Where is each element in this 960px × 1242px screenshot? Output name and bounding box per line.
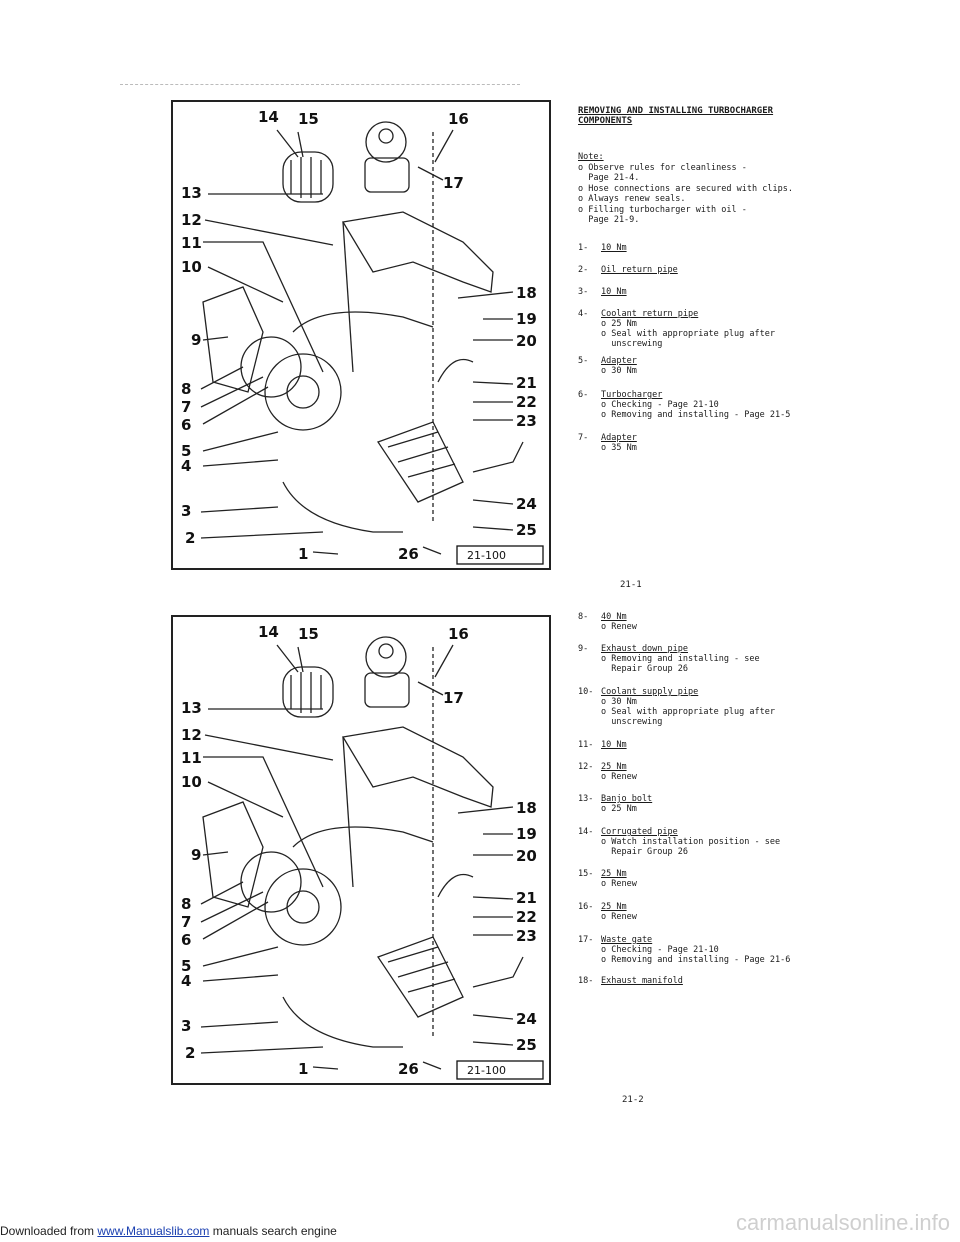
callout-18: 18	[516, 799, 537, 817]
callout-26: 26	[398, 545, 419, 563]
callout-10: 10	[181, 773, 202, 791]
note-line: o Filling turbocharger with oil -	[578, 204, 747, 215]
callout-4: 4	[181, 972, 192, 990]
diagram-drawing	[173, 102, 549, 568]
callout-6: 6	[181, 416, 192, 434]
callout-23: 23	[516, 927, 537, 945]
page1-text-column: REMOVING AND INSTALLING TURBOCHARGER COMPONENTS Note: o Observe rules for cleanliness - Page 21-4. o Hose connections are secured with clips. o Always renew seals. o Filling turbocharger with oil - Page 21-9. 1- 10 Nm 2- Oil return pipe 3- 10 Nm 4- Coolant return pipe o 25 Nm o Seal with appropriate plug after unscrewing 5- Adapter o 30 Nm 6- Turbocharger o Checking - Page 21-10 o Removing and installing - Page 21-5 7- Adapter o 35 Nm	[578, 106, 838, 556]
callout-12: 12	[181, 211, 202, 229]
callout-21: 21	[516, 889, 537, 907]
callout-23: 23	[516, 412, 537, 430]
note-line: o Always renew seals.	[578, 194, 686, 204]
callout-1: 1	[298, 545, 309, 563]
callout-3: 3	[181, 502, 192, 520]
callout-19: 19	[516, 310, 537, 328]
callout-24: 24	[516, 495, 537, 513]
callout-26: 26	[398, 1060, 419, 1078]
note-label: Note:	[578, 152, 604, 162]
callout-19: 19	[516, 825, 537, 843]
page2-text-column: 8- 40 Nm o Renew 9- Exhaust down pipe o Removing and installing - see Repair Group 26 10- Coolant supply pipe o 30 Nm o Seal with appropriate plug after unscrewing 11- 10 Nm 12- 25 Nm o Renew 13- Banjo bolt o 25 Nm 14- Corrugated pipe o Watch installation position - see Repair Group 26 15- 25 Nm o Renew 16- 25 Nm o Renew 17- Waste gate o Checking - Page 21-10 o Removing and installing - Page 21-6 18- Exhaust manifold	[578, 612, 791, 986]
callout-13: 13	[181, 184, 202, 202]
callout-25: 25	[516, 1036, 537, 1054]
callout-8: 8	[181, 380, 192, 398]
callout-13: 13	[181, 699, 202, 717]
figure-code: 21-100	[467, 549, 506, 562]
page-number-1: 21-1	[620, 580, 642, 590]
note-line: Page 21-4.	[578, 173, 640, 183]
scan-top-line	[120, 84, 520, 85]
callout-22: 22	[516, 908, 537, 926]
footer-prefix: Downloaded from	[0, 1224, 98, 1238]
callout-16: 16	[448, 625, 469, 643]
turbocharger-diagram-2	[171, 615, 551, 1085]
callout-20: 20	[516, 847, 537, 865]
callout-15: 15	[298, 110, 319, 128]
callout-12: 12	[181, 726, 202, 744]
callout-15: 15	[298, 625, 319, 643]
callout-9: 9	[191, 846, 202, 864]
watermark: carmanualsonline.info	[735, 1210, 950, 1235]
callout-22: 22	[516, 393, 537, 411]
callout-8: 8	[181, 895, 192, 913]
callout-7: 7	[181, 398, 192, 416]
callout-4: 4	[181, 457, 192, 475]
note-line: o Observe rules for cleanliness -	[578, 162, 747, 173]
callout-5: 5	[181, 442, 192, 460]
section-heading-line2: COMPONENTS	[578, 116, 633, 126]
callout-17: 17	[443, 689, 464, 707]
callout-25: 25	[516, 521, 537, 539]
callout-21: 21	[516, 374, 537, 392]
callout-16: 16	[448, 110, 469, 128]
callout-20: 20	[516, 332, 537, 350]
download-footer	[0, 1224, 337, 1238]
note-line: o Hose connections are secured with clips.	[578, 183, 793, 194]
callout-7: 7	[181, 913, 192, 931]
figure-code: 21-100	[467, 1064, 506, 1077]
footer-suffix: manuals search engine	[209, 1224, 337, 1238]
callout-3: 3	[181, 1017, 192, 1035]
page-number-2: 21-2	[622, 1095, 644, 1105]
callout-10: 10	[181, 258, 202, 276]
note-line: Page 21-9.	[578, 215, 640, 225]
diagram-drawing	[173, 617, 549, 1083]
callout-11: 11	[181, 749, 202, 767]
callout-9: 9	[191, 331, 202, 349]
callout-6: 6	[181, 931, 192, 949]
callout-11: 11	[181, 234, 202, 252]
callout-2: 2	[185, 1044, 196, 1062]
callout-5: 5	[181, 957, 192, 975]
callout-14: 14	[258, 623, 279, 641]
callout-17: 17	[443, 174, 464, 192]
callout-14: 14	[258, 108, 279, 126]
callout-24: 24	[516, 1010, 537, 1028]
callout-1: 1	[298, 1060, 309, 1078]
turbocharger-diagram-1	[171, 100, 551, 570]
manualslib-link[interactable]: www.Manualslib.com	[97, 1224, 210, 1238]
callout-2: 2	[185, 529, 196, 547]
section-heading-line1: REMOVING AND INSTALLING TURBOCHARGER	[578, 106, 774, 116]
callout-18: 18	[516, 284, 537, 302]
